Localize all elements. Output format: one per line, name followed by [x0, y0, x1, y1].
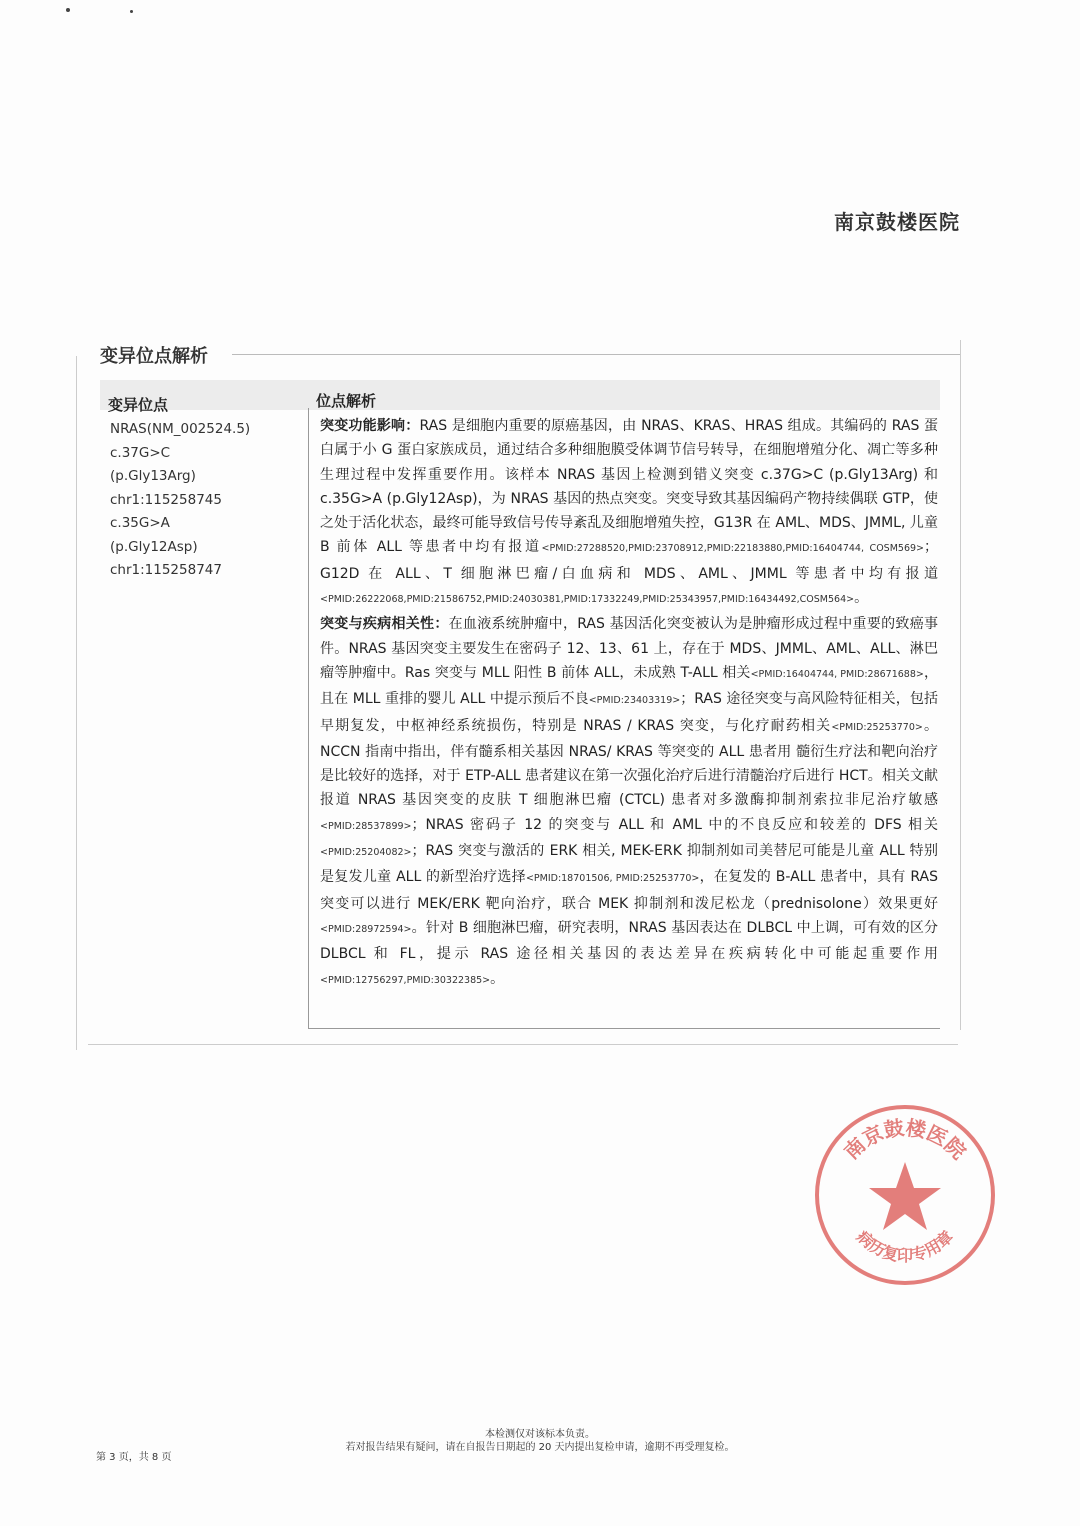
- locus-line: chr1:115258747: [110, 562, 222, 578]
- pmid-reference: <PMID:26222068,PMID:21586752,PMID:24030381,PMID:17332249,PMID:25343957,PMID:16434492,COSM564>: [320, 594, 855, 606]
- frame-border-left: [76, 356, 77, 1050]
- analysis-cell: [320, 414, 938, 993]
- pmid-reference: <PMID:12756297,PMID:30322385>: [320, 974, 491, 986]
- page-number: 第 3 页，共 8 页: [96, 1452, 172, 1463]
- footer-line-2: 若对报告结果有疑问，请在自报告日期起的 20 天内提出复检申请，逾期不再受理复检。: [345, 1442, 735, 1453]
- scan-speck: [130, 10, 133, 13]
- pmid-reference: <PMID:28972594>: [320, 923, 412, 935]
- analysis-text: ，且在 MLL 重排的婴儿 ALL 中提示预后不良: [320, 664, 939, 708]
- analysis-text: ；G12D 在 ALL、T 细胞淋巴瘤/白血病和 MDS、AML、JMML 等患者中均有报道: [320, 539, 938, 582]
- col-header-analysis: 位点解析: [316, 392, 377, 410]
- stamp-text-bottom: 病历复印专用章: [853, 1226, 957, 1265]
- analysis-text: ，在复发的 B-ALL 患者中，具有 RAS 突变可以进行 MEK/ERK 靶向治疗，联合 MEK 抑制剂和泼尼松龙（prednisolone）效果更好: [320, 869, 939, 912]
- locus-line: NRAS(NM_002524.5): [110, 421, 251, 437]
- frame-border-right: [960, 340, 961, 1030]
- footer-line-1: 本检测仅对该标本负责。: [485, 1429, 595, 1440]
- analysis-text: ；NRAS 密码子 12 的突变与 ALL 和 AML 中的不良反应和较差的 DFS 相关: [411, 816, 938, 833]
- locus-line: chr1:115258745: [110, 491, 222, 508]
- pmid-reference: <PMID:28537899>: [320, 820, 412, 832]
- analysis-text: ；RAS 途径突变与高风险特征相关，包括早期复发，中枢神经系统损伤，特别是 NRAS / KRAS 突变，与化疗耐药相关: [320, 691, 939, 734]
- pmid-reference: <PMID:25204082>: [320, 847, 412, 859]
- lead-disease-relevance: 突变与疾病相关性：: [320, 616, 449, 633]
- paragraph-functional-impact: [320, 414, 938, 612]
- pmid-reference: <PMID:25253770>: [831, 721, 923, 733]
- footer-disclaimer: [300, 1428, 780, 1454]
- paragraph-disease-relevance: [320, 612, 938, 992]
- stamp-star-icon: [869, 1162, 941, 1230]
- pmid-reference: <PMID:23403319>: [588, 695, 681, 707]
- hospital-name: 南京鼓楼医院: [834, 210, 960, 234]
- locus-line: c.35G>A: [110, 515, 170, 531]
- analysis-text: RAS 是细胞内重要的原癌基因，由 NRAS、KRAS、HRAS 组成。其编码的 RAS 蛋白属于小 G 蛋白家族成员，通过结合多种细胞膜受体调节信号转导，在细胞增殖分化、凋亡等多种生理过程中发挥重要作用。该样本 NRAS 基因上检测到错义突变 c.37G>C (p.Gly13Arg) 和 c.35G>A (p.Gly12Asp)，为 NRAS 基因的热点突变。突变导致其基因编码产物持续偶联 GTP，使之处于活化状态，最终可能导致信号传导紊乱及细胞增殖失控，G13R 在 AML、MDS、JMML, 儿童 B 前体 ALL 等患者中均有报道: [320, 418, 938, 556]
- frame-border-bottom: [88, 1044, 958, 1045]
- analysis-text: ；RAS 突变与激活的 ERK 相关, MEK-ERK 抑制剂如司美替尼可能是儿童 ALL 特别是复发儿童 ALL 的新型治疗选择: [320, 843, 938, 886]
- table-header: [100, 380, 940, 414]
- table-bottom-rule: [308, 1028, 940, 1029]
- locus-line: (p.Gly12Asp): [110, 538, 198, 555]
- section-divider: [232, 354, 960, 355]
- column-divider: [308, 408, 309, 1028]
- analysis-text: 。: [490, 970, 505, 987]
- scan-speck: [66, 8, 70, 12]
- section-title: 变异位点解析: [100, 346, 208, 367]
- pmid-reference: <PMID:27288520,PMID:23708912,PMID:22183880,PMID:16404744, COSM569>: [541, 543, 924, 555]
- analysis-text: 。针对 B 细胞淋巴瘤，研究表明，NRAS 基因表达在 DLBCL 中上调，可有效的区分 DLBCL 和 FL，提示 RAS 途径相关基因的表达差异在疾病转化中可能起重要作用: [320, 919, 938, 963]
- locus-line: c.37G>C: [110, 444, 171, 461]
- pmid-reference: <PMID:18701506, PMID:25253770>: [525, 873, 700, 885]
- analysis-text: 。NCCN 指南中指出，伴有髓系相关基因 NRAS/ KRAS 等突变的 ALL 患者用 髓衍生疗法和靶向治疗是比较好的选择，对于 ETP-ALL 患者建议在第一次强化治疗后进行清髓治疗后进行 HCT。相关文献报道 NRAS 基因突变的皮肤 T 细胞淋巴瘤 (CTCL) 患者对多激酶抑制剂索拉非尼治疗敏感: [320, 717, 939, 809]
- stamp-text-top: 南京鼓楼医院: [839, 1115, 971, 1164]
- hospital-seal-stamp: [810, 1100, 1000, 1290]
- analysis-text: 。: [854, 590, 869, 607]
- variant-locus-cell: [110, 418, 300, 583]
- variant-table: [100, 380, 940, 987]
- lead-functional-impact: 突变功能影响：: [320, 418, 420, 434]
- pmid-reference: <PMID:16404744, PMID:28671688>: [750, 668, 924, 680]
- col-header-locus: 变异位点: [108, 396, 169, 414]
- analysis-text: 在血液系统肿瘤中，RAS 基因活化突变被认为是肿瘤形成过程中重要的致癌事件。NRAS 基因突变主要发生在密码子 12、13、61 上，存在于 MDS、JMML、AML、ALL、淋巴瘤等肿瘤中。Ras 突变与 MLL 阳性 B 前体 ALL，未成熟 T-ALL 相关: [320, 616, 939, 681]
- locus-line: (p.Gly13Arg): [110, 468, 196, 484]
